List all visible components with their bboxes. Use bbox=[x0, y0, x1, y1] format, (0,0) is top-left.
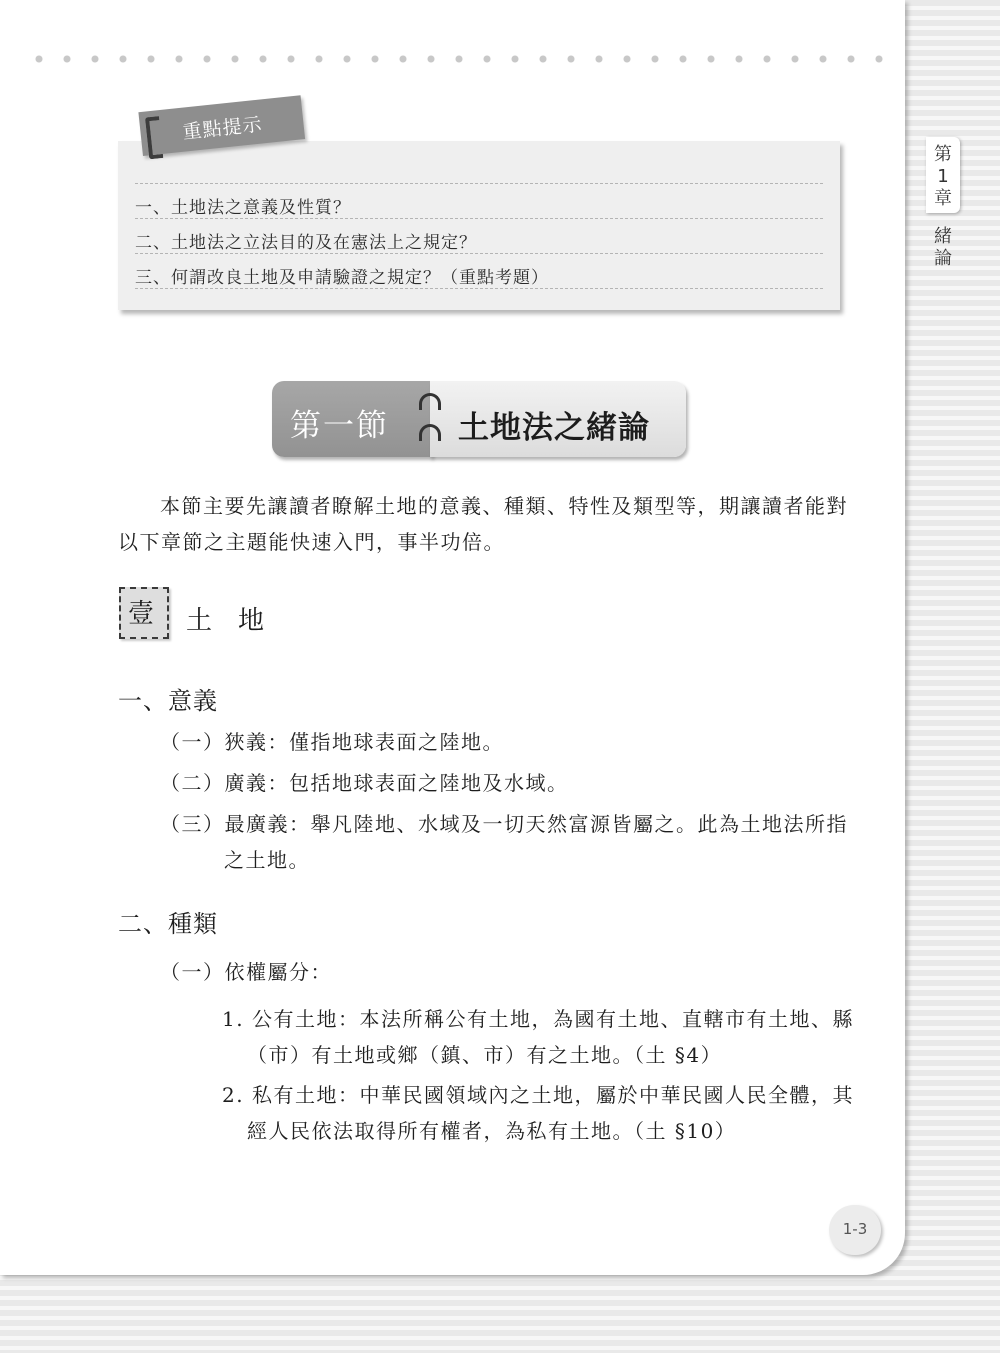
meaning-item-narrow: （一）狹義：僅指地球表面之陸地。 bbox=[160, 730, 504, 754]
meaning-item-broadest: （三）最廣義：舉凡陸地、水域及一切天然富源皆屬之。此為土地法所指 bbox=[160, 812, 848, 836]
key-point-item: 三、何謂改良土地及申請驗證之規定？（重點考題） bbox=[135, 268, 549, 288]
key-points-tag-label: 重點提示 bbox=[181, 113, 264, 144]
topic-title: 土地 bbox=[186, 606, 291, 636]
private-land-line-1: 2. 私有土地：中華民國領域內之土地，屬於中華民國人民全體，其 bbox=[222, 1083, 854, 1107]
intro-line-1: 本節主要先讓讀者瞭解土地的意義、種類、特性及類型等，期讓讀者能對 bbox=[160, 494, 848, 518]
dashed-line bbox=[135, 288, 823, 289]
public-land-line-2: （市）有土地或鄉（鎮、市）有之土地。（土 §4） bbox=[247, 1043, 723, 1067]
private-land-line-2: 經人民依法取得所有權者，為私有土地。（土 §10） bbox=[247, 1119, 737, 1143]
page-number: 1-3 bbox=[842, 1220, 868, 1238]
chapter-title-label: 緒論 bbox=[934, 226, 952, 269]
types-heading: 二、種類 bbox=[118, 910, 218, 938]
dashed-line bbox=[135, 253, 823, 254]
chapter-tab-label: 第1章 bbox=[934, 144, 952, 209]
key-point-item: 二、土地法之立法目的及在憲法上之規定？ bbox=[135, 233, 477, 253]
public-land-line-1: 1. 公有土地：本法所稱公有土地，為國有土地、直轄市有土地、縣 bbox=[222, 1007, 854, 1031]
meaning-heading: 一、意義 bbox=[118, 687, 218, 715]
types-sub-heading: （一）依權屬分： bbox=[160, 960, 332, 984]
binder-ring-icon bbox=[419, 424, 441, 441]
intro-line-2: 以下章節之主題能快速入門，事半功倍。 bbox=[118, 530, 505, 554]
key-point-item: 一、土地法之意義及性質？ bbox=[135, 198, 351, 218]
dotted-divider bbox=[25, 52, 885, 66]
meaning-item-broad: （二）廣義：包括地球表面之陸地及水域。 bbox=[160, 771, 569, 795]
section-title: 土地法之緒論 bbox=[458, 410, 650, 446]
section-number: 第一節 bbox=[290, 408, 389, 444]
meaning-item-broadest-cont: 之土地。 bbox=[224, 848, 310, 872]
topic-badge: 壹 bbox=[128, 599, 155, 629]
binder-ring-icon bbox=[419, 393, 441, 410]
bracket-icon bbox=[145, 116, 163, 159]
dashed-line bbox=[135, 183, 823, 184]
dashed-line bbox=[135, 218, 823, 219]
